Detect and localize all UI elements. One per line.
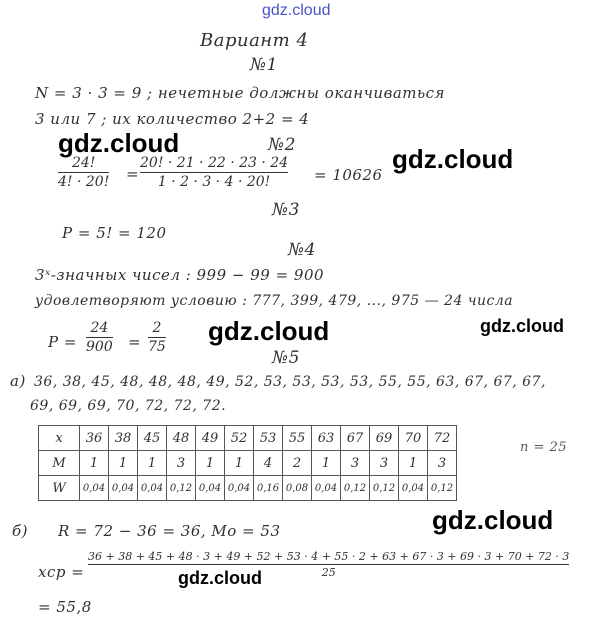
table-cell: 69 xyxy=(370,426,399,451)
table-cell: 52 xyxy=(225,426,254,451)
table-cell: 72 xyxy=(428,426,457,451)
table-cell: 4 xyxy=(254,451,283,476)
table-cell: 0,12 xyxy=(341,476,370,501)
problem3-label: №3 xyxy=(272,200,300,220)
table-cell: 1 xyxy=(399,451,428,476)
problem2-label: №2 xyxy=(268,135,296,155)
fraction-bar xyxy=(140,172,288,173)
equals-sign: = xyxy=(128,333,142,351)
table-cell: 1 xyxy=(312,451,341,476)
table-cell: 49 xyxy=(196,426,225,451)
table-row-header: W xyxy=(39,476,80,501)
table-cell: 38 xyxy=(109,426,138,451)
watermark: gdz.cloud xyxy=(392,144,514,174)
problem5-mean-numerator: 36 + 38 + 45 + 48 · 3 + 49 + 52 + 53 · 4 + 55 · 2 + 63 + 67 · 3 + 69 · 3 + 70 + 72 · 3 xyxy=(88,550,570,563)
fraction-bar xyxy=(58,172,109,173)
table-cell: 3 xyxy=(370,451,399,476)
table-cell: 3 xyxy=(167,451,196,476)
frequency-table xyxy=(38,425,457,501)
problem1-line2: 3 или 7 ; их количество 2+2 = 4 xyxy=(35,110,310,128)
problem5-range-line: R = 72 − 36 = 36, Mo = 53 xyxy=(58,522,281,540)
table-row xyxy=(39,476,457,501)
table-row xyxy=(39,451,457,476)
table-cell: 3 xyxy=(428,451,457,476)
problem2-fraction2-numerator: 20! · 21 · 22 · 23 · 24 xyxy=(140,155,289,171)
equals-sign: = xyxy=(126,165,140,183)
table-cell: 1 xyxy=(80,451,109,476)
table-cell: 1 xyxy=(225,451,254,476)
problem4-fraction1-denominator: 900 xyxy=(86,339,113,355)
problem5-mean-denominator: 25 xyxy=(321,566,336,579)
problem2-fraction1 xyxy=(58,155,109,190)
problem4-line2: удовлетворяют условию : 777, 399, 479, ..., 975 — 24 числа xyxy=(35,293,514,309)
table-cell: 0,04 xyxy=(312,476,341,501)
problem4-line1: 3ˣ-значных чисел : 999 − 99 = 900 xyxy=(35,266,325,284)
problem4-fraction2-numerator: 2 xyxy=(152,320,162,336)
problem1-line1: N = 3 · 3 = 9 ; нечетные должны оканчиваться xyxy=(35,84,445,102)
problem4-fraction2 xyxy=(148,320,166,355)
problem3-line: P = 5! = 120 xyxy=(62,224,167,242)
table-cell: 0,04 xyxy=(80,476,109,501)
table-cell: 1 xyxy=(138,451,167,476)
table-cell: 0,12 xyxy=(370,476,399,501)
table-cell: 55 xyxy=(283,426,312,451)
watermark: gdz.cloud xyxy=(480,316,564,336)
problem5-sequence-line2: 69, 69, 69, 70, 72, 72, 72. xyxy=(30,398,227,414)
table-cell: 0,04 xyxy=(225,476,254,501)
table-cell: 2 xyxy=(283,451,312,476)
watermark: gdz.cloud xyxy=(432,505,554,535)
table-cell: 36 xyxy=(80,426,109,451)
problem5-part-b: б) xyxy=(12,522,29,540)
problem2-result: = 10626 xyxy=(314,166,383,184)
table-row-header: M xyxy=(39,451,80,476)
table-row xyxy=(39,426,457,451)
watermark-top: gdz.cloud xyxy=(262,2,331,19)
table-cell: 48 xyxy=(167,426,196,451)
table-cell: 0,04 xyxy=(109,476,138,501)
table-cell: 1 xyxy=(109,451,138,476)
problem5-part-a: а) xyxy=(10,372,26,390)
problem5-sequence-line1: 36, 38, 45, 48, 48, 48, 49, 52, 53, 53, 53, 53, 55, 55, 63, 67, 67, 67, xyxy=(34,374,546,390)
problem5-n-label: n = 25 xyxy=(520,440,568,455)
table-cell: 63 xyxy=(312,426,341,451)
problem4-fraction1 xyxy=(86,320,113,355)
fraction-bar xyxy=(86,337,113,338)
table-cell: 0,08 xyxy=(283,476,312,501)
watermark: gdz.cloud xyxy=(208,316,330,346)
problem4-fraction1-numerator: 24 xyxy=(90,320,109,336)
problem5-mean-fraction xyxy=(88,550,569,579)
problem5-mean-lhs: xср = xyxy=(38,563,85,581)
fraction-bar xyxy=(148,337,166,338)
table-row-header: x xyxy=(39,426,80,451)
table-cell: 67 xyxy=(341,426,370,451)
table-cell: 0,04 xyxy=(399,476,428,501)
page-title: Вариант 4 xyxy=(200,30,309,51)
table-cell: 0,12 xyxy=(167,476,196,501)
table-cell: 0,04 xyxy=(196,476,225,501)
problem5-label: №5 xyxy=(272,348,300,368)
table-cell: 70 xyxy=(399,426,428,451)
problem4-fraction2-denominator: 75 xyxy=(148,339,166,355)
problem2-fraction2 xyxy=(140,155,288,190)
problem4-p-prefix: P = xyxy=(48,333,77,351)
table-cell: 0,16 xyxy=(254,476,283,501)
problem2-fraction2-denominator: 1 · 2 · 3 · 4 · 20! xyxy=(157,174,271,190)
table-cell: 53 xyxy=(254,426,283,451)
table-cell: 3 xyxy=(341,451,370,476)
problem2-fraction1-denominator: 4! · 20! xyxy=(58,174,110,190)
table-cell: 0,04 xyxy=(138,476,167,501)
problem2-fraction1-numerator: 24! xyxy=(71,155,96,171)
watermark: gdz.cloud xyxy=(178,568,262,588)
problem4-label: №4 xyxy=(288,240,316,260)
fraction-bar xyxy=(88,564,569,565)
table-cell: 0,12 xyxy=(428,476,457,501)
table-cell: 1 xyxy=(196,451,225,476)
watermark: gdz.cloud xyxy=(58,128,180,158)
table-cell: 45 xyxy=(138,426,167,451)
problem5-mean-result: = 55,8 xyxy=(38,598,92,616)
problem1-label: №1 xyxy=(250,55,278,75)
